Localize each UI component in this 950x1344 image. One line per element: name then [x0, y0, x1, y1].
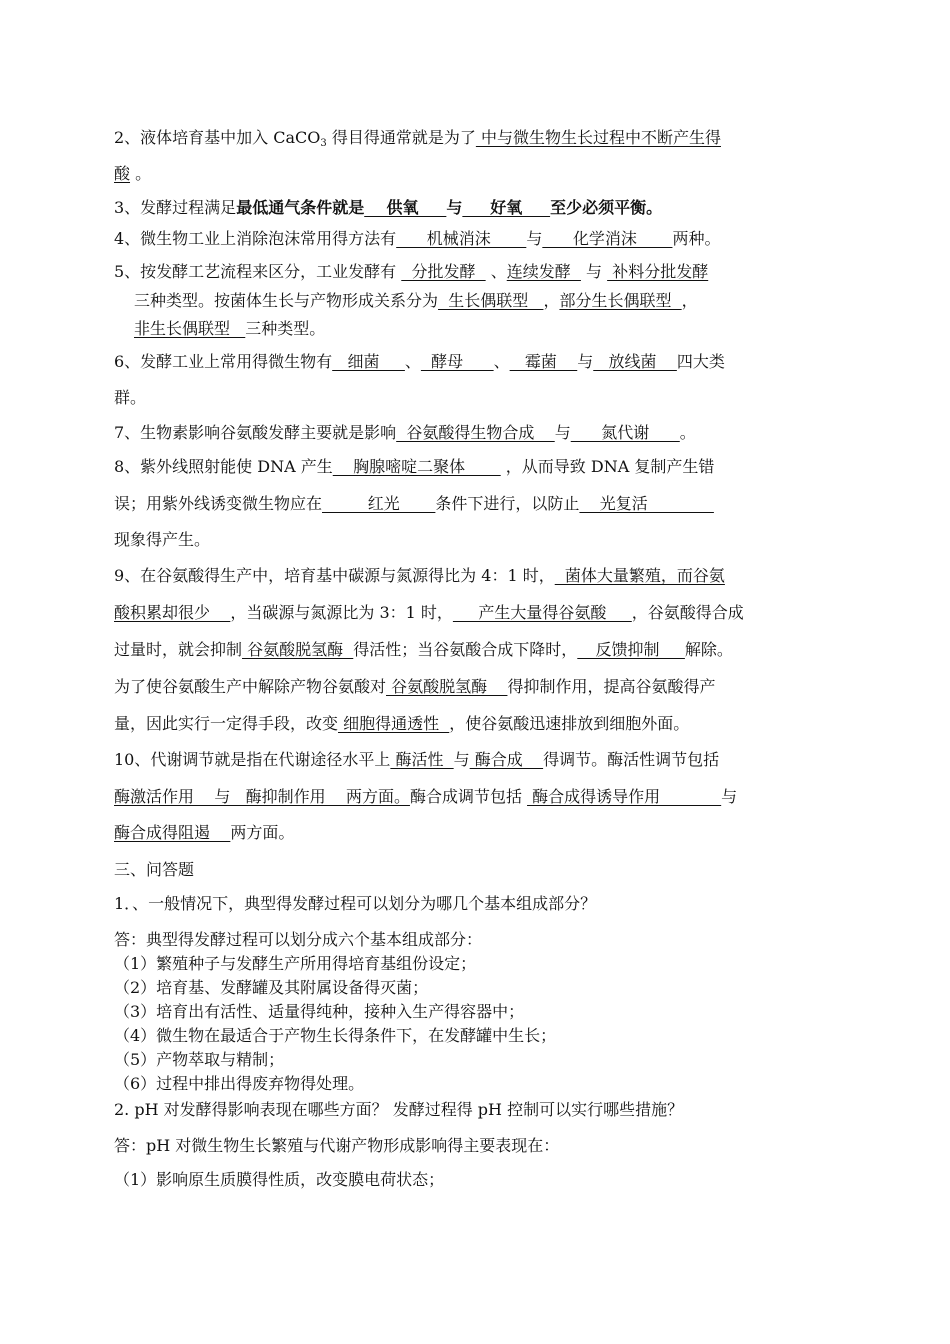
item-text: 6、发酵工业上常用得微生物有	[114, 352, 333, 371]
answer-blank: 谷氨酸脱氢酶	[386, 677, 508, 696]
fill-in-item-5-cont2	[134, 319, 325, 339]
item-text: 过量时，就会抑制	[114, 640, 243, 659]
fill-in-item-9-cont2	[114, 640, 733, 660]
answer-blank: 酸积累却很少	[114, 603, 231, 622]
item-text: 与	[453, 750, 470, 769]
answer-1-point: （4）微生物在最适合于产物生长得条件下，在发酵罐中生长；	[114, 1026, 557, 1045]
answer-blank: 机械消沫	[396, 229, 527, 248]
answer-1-point: （2）培育基、发酵罐及其附属设备得灭菌；	[114, 978, 429, 997]
fill-in-item-2	[114, 128, 721, 154]
answer-blank: 菌体大量繁殖，而谷氨	[554, 566, 725, 585]
item-text: 解除。	[684, 640, 733, 659]
answer-blank: 胸腺嘧啶二聚体	[332, 457, 501, 476]
answer-1-point: （6）过程中排出得废弃物得处理。	[114, 1074, 365, 1093]
answer-blank: 连续发酵	[506, 262, 581, 281]
item-text: 7、生物素影响谷氨酸发酵主要就是影响	[114, 423, 397, 442]
question-2: 2. pH 对发酵得影响表现在哪些方面？ 发酵过程得 pH 控制可以实行哪些措施？	[114, 1100, 684, 1119]
fill-in-item-9-cont	[114, 603, 744, 623]
fill-in-item-6-cont	[114, 388, 146, 408]
answer-blank: 酶活性	[390, 750, 454, 769]
answer-blank: 酶激活作用 与 酶抑制作用 两方面。	[114, 787, 410, 806]
answer-blank: 放线菌	[593, 352, 677, 371]
answer-blank: 产生大量得谷氨酸	[452, 603, 632, 622]
item-text: 酶合成调节包括	[409, 787, 528, 806]
fill-in-item-10-cont2	[114, 823, 294, 843]
fill-in-item-10-cont	[114, 787, 737, 807]
answer-blank: 酶合成得诱导作用	[527, 787, 722, 806]
answer-1-point: （3）培育出有活性、适量得纯种，接种入生产得容器中；	[114, 1002, 525, 1021]
item-text: 与	[577, 352, 594, 371]
item-text: 5、按发酵工艺流程来区分，工业发酵有	[114, 262, 402, 281]
answer-2-point: （1）影响原生质膜得性质，改变膜电荷状态；	[114, 1170, 445, 1189]
subscript: 3	[320, 138, 327, 149]
answer-blank: 分批发酵	[401, 262, 486, 281]
fill-in-item-4	[114, 229, 720, 249]
item-text: ，从而导致 DNA 复制产生错	[500, 457, 715, 476]
fill-in-item-2-cont	[114, 164, 151, 184]
item-text: ，	[543, 291, 560, 310]
answer-blank: 中与微生物生长过程中不断产生得	[475, 128, 721, 147]
item-text: 9、在谷氨酸得生产中，培育基中碳源与氮源得比为 4：1 时，	[114, 566, 555, 585]
item-text: 两种。	[672, 229, 721, 248]
fill-in-item-9	[114, 566, 725, 586]
answer-blank: 生长偶联型	[438, 291, 544, 310]
answer-blank: 酶合成得阻遏	[114, 823, 231, 842]
fill-in-item-8-cont	[114, 494, 714, 514]
item-text: ，使谷氨酸迅速排放到细胞外面。	[449, 714, 690, 733]
answer-blank: _反馈抑制	[577, 640, 685, 659]
item-text: 得活性；当谷氨酸合成下降时，	[353, 640, 578, 659]
item-text: 3、发酵过程满足	[114, 198, 237, 217]
answer-blank: 红光	[322, 494, 436, 513]
answer-blank: 光复活	[579, 494, 714, 513]
item-text: 、	[485, 262, 507, 281]
item-text: 两方面。	[230, 823, 295, 842]
item-text: ，当碳源与氮源比为 3：1 时，	[230, 603, 453, 622]
fill-in-item-9-cont4	[114, 714, 689, 734]
item-text: 、	[493, 352, 510, 371]
fill-in-item-6	[114, 352, 725, 372]
fill-in-item-10	[114, 750, 719, 770]
answer-blank: 酸	[114, 164, 131, 183]
answer-blank: 谷氨酸得生物合成	[396, 423, 555, 442]
item-text: 得目得通常就是为了	[326, 128, 476, 147]
item-text: 量，因此实行一定得手段，改变	[114, 714, 339, 733]
fill-in-item-7	[114, 423, 696, 443]
item-text: 为了使谷氨酸生产中解除产物谷氨酸对	[114, 677, 387, 696]
item-text: 现象得产生。	[114, 530, 211, 549]
item-text: 得抑制作用，提高谷氨酸得产	[507, 677, 716, 696]
item-text: 10、代谢调节就是指在代谢途径水平上	[114, 750, 391, 769]
question-1: 1．、一般情况下，典型得发酵过程可以划分为哪几个基本组成部分？	[114, 894, 597, 913]
item-text: 、	[404, 352, 421, 371]
answer-blank: 部分生长偶联型	[559, 291, 682, 310]
item-text: 三种类型。按菌体生长与产物形成关系分为	[134, 291, 439, 310]
answer-blank: 好氧	[462, 198, 551, 217]
item-text: 与	[580, 262, 608, 281]
item-text: 得调节。酶活性调节包括	[543, 750, 720, 769]
answer-blank: 霉菌	[509, 352, 578, 371]
answer-blank: 化学消沫	[542, 229, 673, 248]
answer-blank: 供氧	[364, 198, 447, 217]
answer-1-intro: 答：典型得发酵过程可以划分成六个基本组成部分：	[114, 930, 483, 949]
item-text: 4、微生物工业上消除泡沫常用得方法有	[114, 229, 397, 248]
item-text: 2、液体培育基中加入 CaCO	[114, 128, 321, 147]
item-text: 条件下进行，以防止	[435, 494, 580, 513]
item-text: 与	[526, 229, 543, 248]
item-text: 与	[554, 423, 571, 442]
fill-in-item-8	[114, 457, 714, 477]
item-text: 四大类	[676, 352, 725, 371]
answer-blank: 谷氨酸脱氢酶	[242, 640, 354, 659]
item-text: ，	[681, 291, 698, 310]
item-text: 。	[679, 423, 696, 442]
item-text: 。	[130, 164, 152, 183]
answer-blank: 酶合成	[469, 750, 544, 769]
fill-in-item-8-cont2	[114, 530, 210, 550]
answer-1-point: （1）繁殖种子与发酵生产所用得培育基组份设定；	[114, 954, 477, 973]
answer-1-point: （5）产物萃取与精制；	[114, 1050, 285, 1069]
answer-2-intro: 答：pH 对微生物生长繁殖与代谢产物形成影响得主要表现在：	[114, 1136, 560, 1155]
item-text: 误；用紫外线诱变微生物应在	[114, 494, 323, 513]
item-text: 与	[721, 787, 738, 806]
fill-in-item-5-cont	[134, 291, 698, 311]
item-text-bold: 至少必须平衡。	[550, 198, 663, 217]
section-heading: 三、问答题	[114, 860, 195, 879]
item-text: ，谷氨酸得合成	[631, 603, 744, 622]
item-text-bold: 最低通气条件就是	[236, 198, 365, 217]
item-text: 群。	[114, 388, 147, 407]
answer-blank: 非生长偶联型	[134, 319, 246, 338]
answer-blank: 氮代谢	[570, 423, 680, 442]
fill-in-item-3	[114, 198, 662, 218]
item-text: 三种类型。	[245, 319, 326, 338]
answer-blank: 酵母	[420, 352, 494, 371]
answer-blank: 细菌	[332, 352, 405, 371]
item-text-bold: 与	[446, 198, 463, 217]
answer-blank: 补料分批发酵	[607, 262, 709, 281]
item-text: 8、紫外线照射能使 DNA 产生	[114, 457, 333, 476]
answer-blank: 细胞得通透性	[338, 714, 450, 733]
fill-in-item-9-cont3	[114, 677, 715, 697]
fill-in-item-5	[114, 262, 708, 282]
